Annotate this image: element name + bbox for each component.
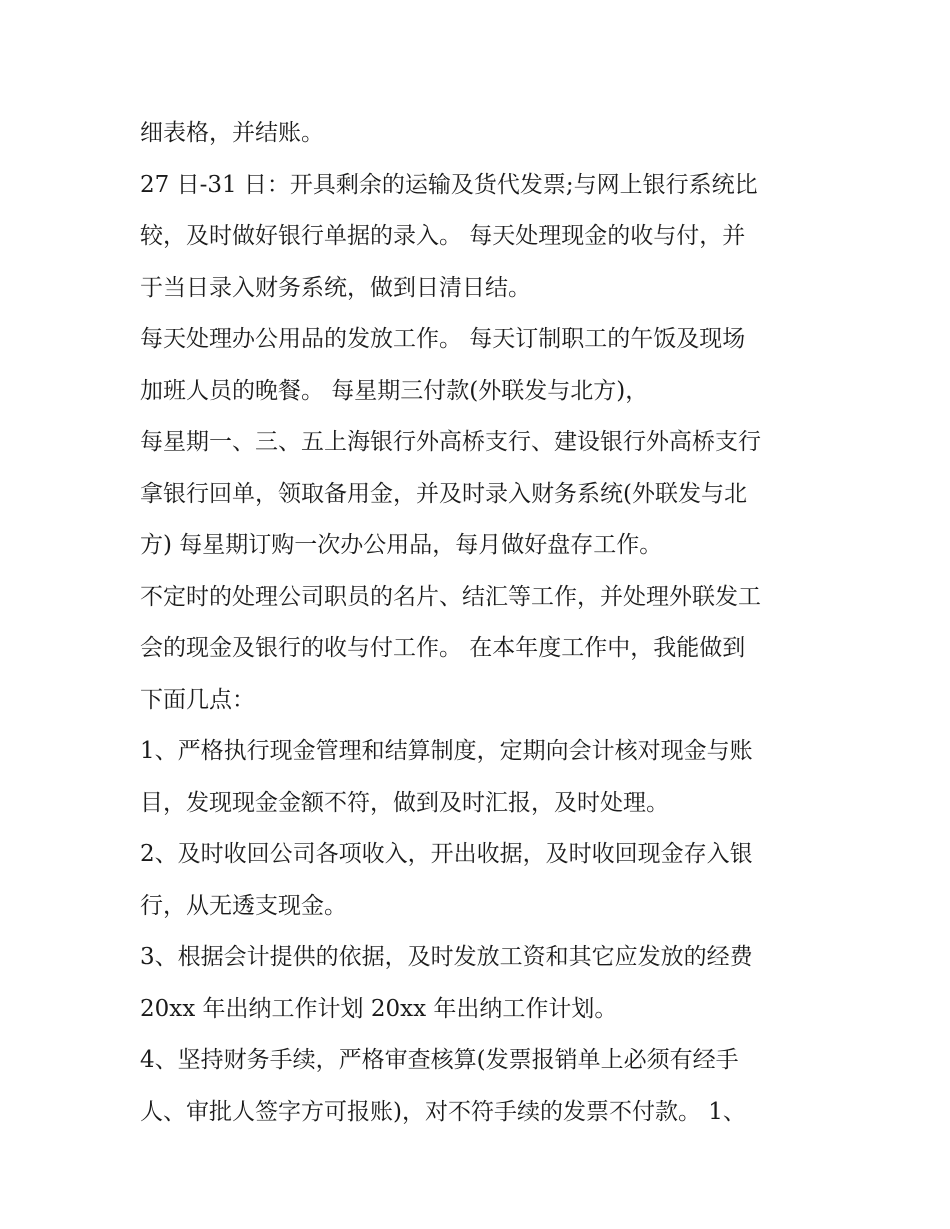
text-line: 2、及时收回公司各项收入，开出收据，及时收回现金存入银 — [140, 841, 753, 867]
text-line: 行，从无透支现金。 — [140, 892, 347, 919]
text-line: 较，及时做好银行单据的录入。 每天处理现金的收与付，并 — [140, 223, 746, 249]
text-line: 每星期一、三、五上海银行外高桥支行、建设银行外高桥支行 — [140, 429, 761, 455]
text-line: 不定时的处理公司职员的名片、结汇等工作，并处理外联发工 — [140, 583, 761, 610]
text-line: 方) 每星期订购一次办公用品，每月做好盘存工作。 — [140, 532, 663, 558]
text-line: 目，发现现金金额不符，做到及时汇报，及时处理。 — [140, 789, 669, 816]
text-line: 1、严格执行现金管理和结算制度，定期向会计核对现金与账 — [140, 738, 753, 764]
text-line: 每天处理办公用品的发放工作。 每天订制职工的午饭及现场 — [140, 326, 746, 352]
text-line: 下面几点： — [140, 686, 255, 713]
text-line: 细表格，并结账。 — [140, 120, 324, 146]
text-line: 27 日-31 日：开具剩余的运输及货代发票;与网上银行系统比 — [140, 171, 758, 198]
text-line: 3、根据会计提供的依据，及时发放工资和其它应发放的经费 — [140, 944, 753, 970]
text-line: 拿银行回单，领取备用金，并及时录入财务系统(外联发与北 — [140, 480, 747, 507]
text-line: 加班人员的晚餐。 每星期三付款(外联发与北方)， — [140, 377, 649, 404]
document-body — [140, 108, 830, 1138]
text-line: 会的现金及银行的收与付工作。 在本年度工作中，我能做到 — [140, 635, 746, 661]
text-line: 人、审批人签字方可报账)，对不符手续的发票不付款。 1、 — [140, 1098, 746, 1125]
text-line: 20xx 年出纳工作计划 20xx 年出纳工作计划。 — [140, 995, 618, 1022]
text-line: 4、坚持财务手续，严格审查核算(发票报销单上必须有经手 — [140, 1047, 739, 1073]
text-line: 于当日录入财务系统，做到日清日结。 — [140, 274, 531, 301]
